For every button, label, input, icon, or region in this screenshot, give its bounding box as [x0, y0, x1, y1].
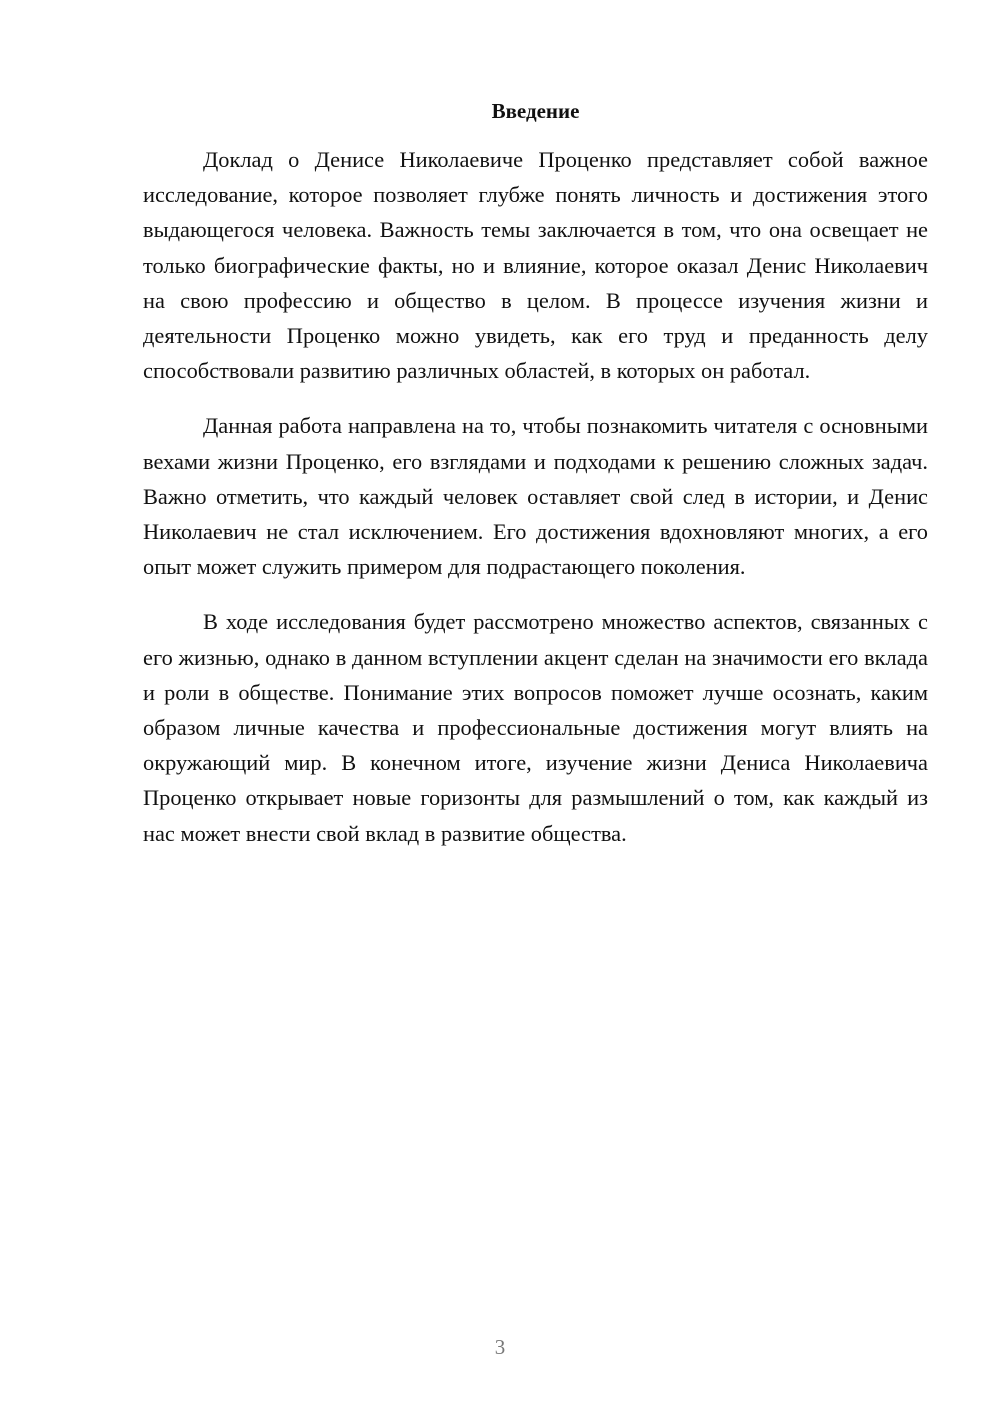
section-heading: Введение [491, 99, 580, 123]
page-number: 3 [494, 1335, 506, 1359]
paragraph-3: В ходе исследования будет рассмотрено множество аспектов, связанных с его жизнью, однако в данном вступлении акцент сделан на значимости его вклада и роли в обществе. Понимание этих вопросов поможет лучше осознать, каким образом личные качества и профессиональные достижения могут влиять на окружающий мир. В конечном итоге, изучение жизни Дениса Николаевича Проценко открывает новые горизонты для размышлений о том, как каждый из нас может внести свой вклад в развитие общества. [143, 609, 928, 846]
paragraph-2: Данная работа направлена на то, чтобы познакомить читателя с основными вехами жизни Проценко, его взглядами и подходами к решению сложных задач. Важно отметить, что каждый человек оставляет свой след в истории, и Денис Николаевич не стал исключением. Его достижения вдохновляют многих, а его опыт может служить примером для подрастающего поколения. [143, 413, 928, 580]
document-body [143, 96, 928, 871]
paragraph-1: Доклад о Денисе Николаевиче Проценко представляет собой важное исследование, которое позволяет глубже понять личность и достижения этого выдающегося человека. Важность темы заключается в том, что она освещает не только биографические факты, но и влияние, которое оказал Денис Николаевич на свою профессию и общество в целом. В процессе изучения жизни и деятельности Проценко можно увидеть, как его труд и преданность делу способствовали развитию различных областей, в которых он работал. [143, 147, 928, 384]
